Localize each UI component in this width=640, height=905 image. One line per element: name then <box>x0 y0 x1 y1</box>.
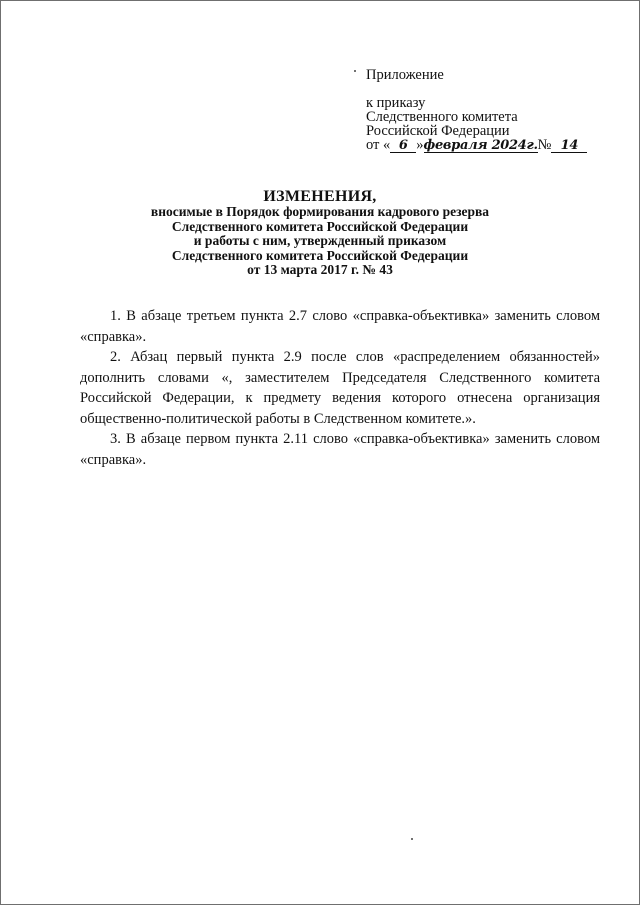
paragraph-2: 2. Абзац первый пункта 2.9 после слов «распределением обязанностей» дополнить словами «, заместителем Председателя Следственного комитета Российской Федерации, к предмету ведения которого отнесена организация общественно-политической работы в Следственном комитете.». <box>80 349 600 427</box>
scan-speck <box>411 838 413 840</box>
document-title <box>90 188 550 278</box>
appendix-label <box>366 68 616 82</box>
title-main: ИЗМЕНЕНИЯ, <box>263 188 377 205</box>
title-line-1: вносимые в Порядок формирования кадрового резерва <box>150 204 490 219</box>
date-prefix: от « <box>366 137 391 153</box>
paragraph-1: 1. В абзаце третьем пункта 2.7 слово «справка-объективка» заменить словом «справка». <box>80 308 600 345</box>
number-label: № <box>537 137 552 153</box>
order-date-line <box>366 138 616 153</box>
order-reference <box>366 96 616 153</box>
title-line-4: Следственного комитета Российской Федерации <box>171 247 469 263</box>
date-mid: » <box>416 137 424 153</box>
to-order-text: к приказу <box>366 95 426 111</box>
order-number: 14 <box>551 139 587 153</box>
org-line-2: Российской Федерации <box>366 123 510 139</box>
paragraph-3: 3. В абзаце первом пункта 2.11 слово «справка-объективка» заменить словом «справка». <box>80 431 600 468</box>
document-body <box>80 306 600 470</box>
appendix-label-text: Приложение <box>366 67 444 83</box>
org-line-1: Следственного комитета <box>366 109 518 125</box>
date-month-year: февраля 2024г. <box>423 138 538 153</box>
title-line-2: Следственного комитета Российской Федерации <box>171 218 469 234</box>
date-day: 6 <box>390 139 416 153</box>
title-line-3: и работы с ним, утвержденный приказом <box>193 233 447 248</box>
scan-speck <box>354 70 356 72</box>
title-line-5: от 13 марта 2017 г. № 43 <box>247 262 393 277</box>
